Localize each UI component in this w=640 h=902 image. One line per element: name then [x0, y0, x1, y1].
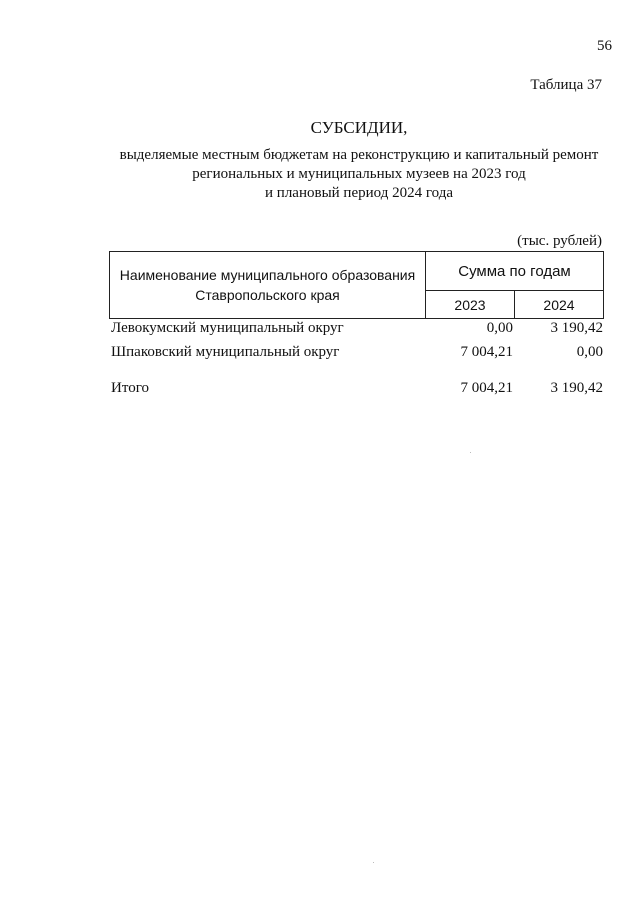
header-year-2023: 2023: [426, 291, 515, 319]
scan-speck: [470, 452, 471, 453]
subsidy-table-header: [109, 251, 604, 319]
row-value-2024: 0,00: [576, 344, 603, 360]
total-value-2023: 7 004,21: [460, 380, 513, 396]
units-label: (тыс. рублей): [517, 233, 602, 249]
table-row: [111, 344, 603, 366]
row-value-2023: 0,00: [486, 320, 513, 336]
subtitle-line-1: выделяемые местным бюджетам на реконструкцию и капитальный ремонт: [119, 147, 599, 163]
row-municipality-name: Левокумский муниципальный округ: [111, 320, 344, 336]
row-value-2023: 7 004,21: [460, 344, 513, 360]
scan-speck: [373, 862, 374, 863]
header-municipality: Наименование муниципального образования Ставропольского края: [110, 252, 426, 319]
table-label: Таблица 37: [530, 77, 602, 93]
row-value-2024: 3 190,42: [550, 320, 603, 336]
header-year-2024: 2024: [515, 291, 604, 319]
subtitle-line-2: региональных и муниципальных музеев на 2023 год: [192, 166, 526, 182]
table-row: [111, 320, 603, 342]
row-municipality-name: Шпаковский муниципальный округ: [111, 344, 340, 360]
total-value-2024: 3 190,42: [550, 380, 603, 396]
total-label: Итого: [111, 380, 149, 396]
page-number: 56: [597, 38, 612, 54]
header-sum-by-years: Сумма по годам: [426, 252, 604, 291]
document-heading: СУБСИДИИ,: [310, 118, 408, 137]
subtitle-line-3: и плановый период 2024 года: [265, 185, 453, 201]
table-total-row: [111, 380, 603, 402]
